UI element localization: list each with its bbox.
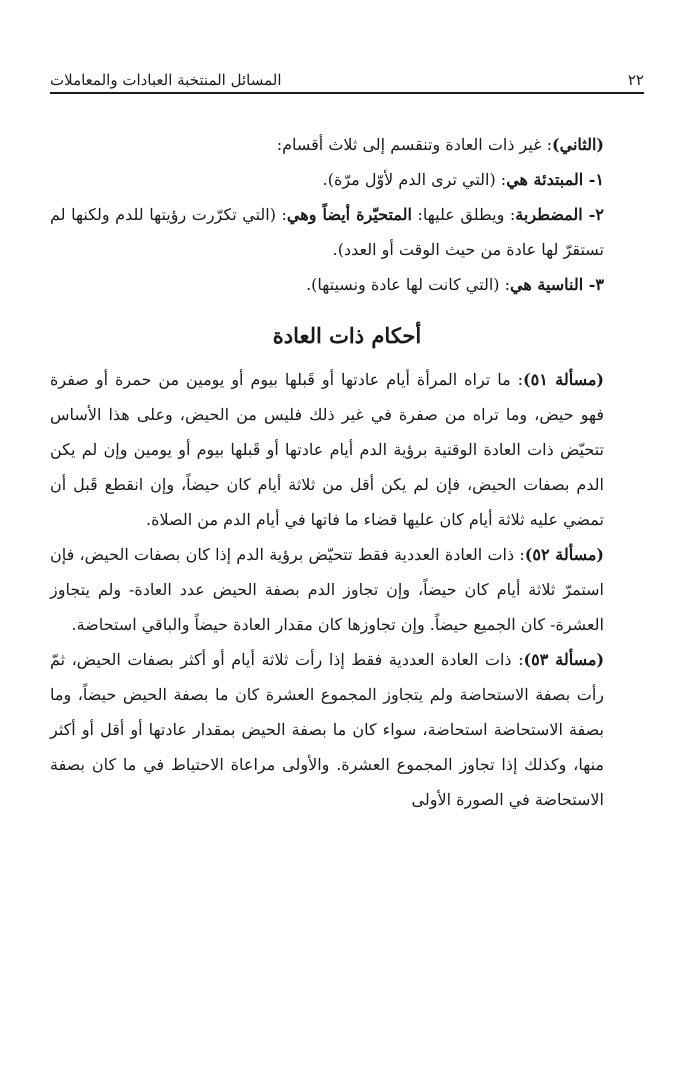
page-body: [50, 127, 644, 817]
second-category-paragraph: [50, 127, 644, 162]
list-item-forgetful-text: : (التي كانت لها عادة ونسيتها).: [306, 275, 511, 294]
list-item-irregular-text: : (التي تكرّرت رؤيتها للدم ولكنها لم تستقرّ لها عادة من حيث الوقت أو العدد).: [50, 205, 604, 259]
second-category-text: : غير ذات العادة وتنقسم إلى ثلاث أقسام:: [276, 135, 553, 154]
page-number: ٢٢: [627, 71, 644, 89]
list-item-irregular-label: ٢- المضطربة: [515, 205, 604, 224]
issue-53-paragraph: [50, 642, 644, 817]
issue-53-text: : ذات العادة العددية فقط إذا رأت ثلاثة أيام أو أكثر بصفات الحيض، ثمّ رأت بصفة الاستحاضة ولم يتجاوز المجموع العشرة كان ما بصفة الحيض حيضاً، وما بصفة الاستحاضة استحاضة، سواء كان ما بصفة الحيض بمقدار عادتها أو أقل أو أكثر منها، وكذلك إذا تجاوز المجموع العشرة. والأولى مراعاة الاحتياط في ما كان بصفة الاستحاضة في الصورة الأولى: [50, 650, 604, 809]
list-item-forgetful-label: ٣- الناسية هي: [510, 275, 604, 294]
list-item-beginner-text: : (التي ترى الدم لأوّل مرّة).: [322, 170, 507, 189]
header-divider: [50, 92, 644, 94]
book-page: [50, 0, 644, 1073]
running-header: [50, 60, 644, 90]
issue-52-text: : ذات العادة العددية فقط تتحيّض برؤية الدم إذا كان بصفات الحيض، فإن استمرّ ثلاثة أيام كان حيضاً، وإن تجاوز الدم بصفة الحيض عدد العادة- ولم يتجاوز العشرة- كان الجميع حيضاً. وإن تجاوزها كان مقدار العادة حيضاً والباقي استحاضة.: [50, 545, 605, 634]
issue-51-text: : ما تراه المرأة أيام عادتها أو قَبلها بيوم أو يومين من حمرة أو صفرة فهو حيض، وما تراه من صفرة في غير ذلك فليس من الحيض، وعلى هذا الأساس تتحيّض ذات العادة الوقتية برؤية الدم أيام عادتها أو قَبلها بيوم أو يومين وإن لم يكن الدم بصفات الحيض، فإن لم يكن أقل من ثلاثة أيام كان حيضاً، وإن انقطع قَبل أن تمضي عليه ثلاثة أيام كان عليها قضاء ما فاتها في أيام الدم من الصلاة.: [50, 370, 604, 529]
issue-52-label: (مسألة ٥٢): [524, 545, 605, 564]
book-title: المسائل المنتخبة العبادات والمعاملات: [50, 71, 282, 89]
list-item-beginner: [50, 162, 644, 197]
list-item-forgetful: [50, 267, 644, 302]
list-item-irregular-mid: : ويطلق عليها:: [411, 205, 516, 224]
issue-53-label: (مسألة ٥٣): [523, 650, 605, 669]
issue-51-label: (مسألة ٥١): [523, 370, 604, 389]
list-item-irregular-alt-label: المتحيّرة أيضاً وهي: [286, 205, 412, 224]
section-heading: أحكام ذات العادة: [272, 323, 422, 348]
issue-51-paragraph: [50, 362, 644, 537]
list-item-irregular: [50, 197, 644, 267]
second-category-label: (الثاني): [552, 135, 604, 154]
issue-52-paragraph: [50, 537, 644, 642]
list-item-beginner-label: ١- المبتدئة هي: [506, 170, 604, 189]
